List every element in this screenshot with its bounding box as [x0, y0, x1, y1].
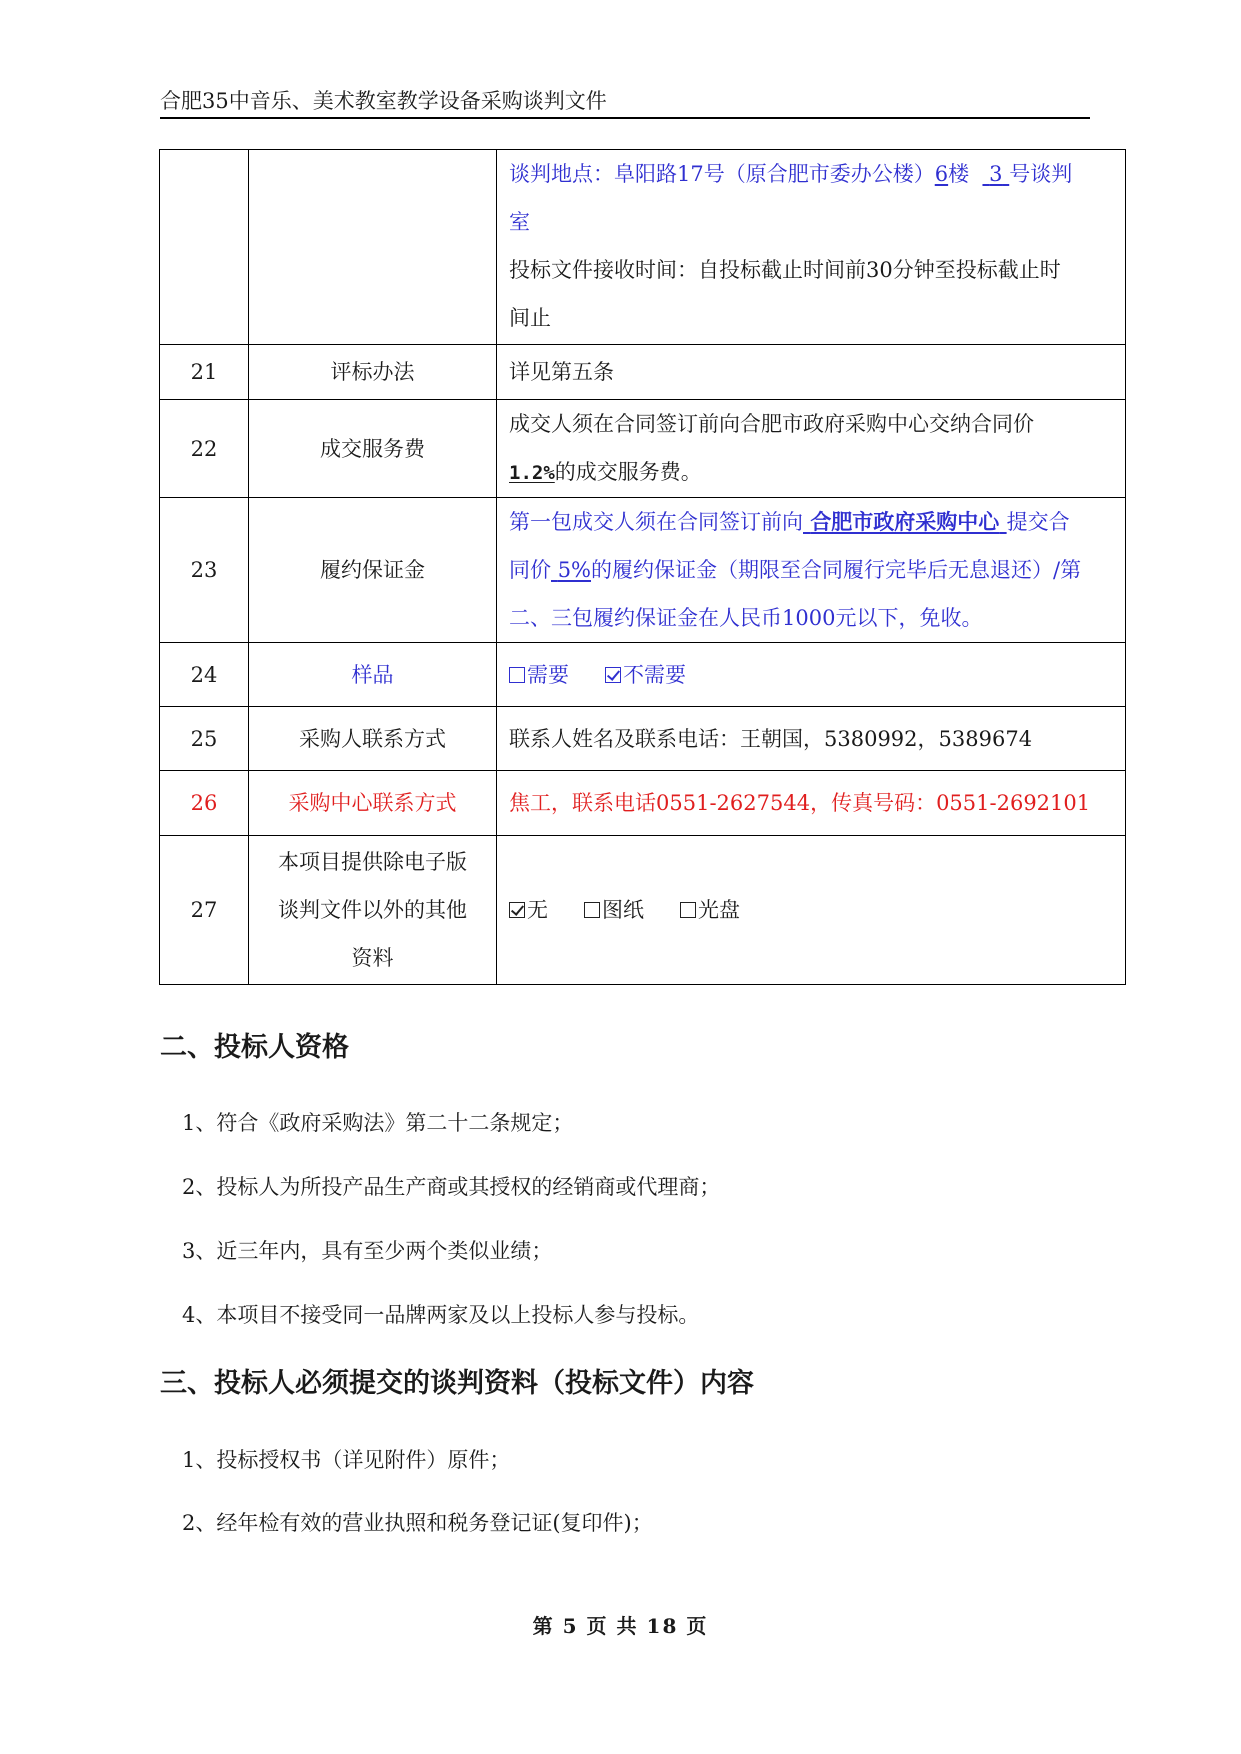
material-disc-checkbox[interactable]	[680, 902, 696, 918]
row-name-line-2: 谈判文件以外的其他	[278, 898, 467, 922]
receive-time-line-2: 间止	[509, 306, 551, 330]
list-item: 3、近三年内，具有至少两个类似业绩；	[182, 1239, 553, 1263]
row-name: 采购人联系方式	[249, 707, 497, 771]
row-content	[497, 643, 1126, 707]
room-suffix: 号谈判	[1009, 162, 1073, 186]
footer-word: 页	[686, 1614, 709, 1638]
service-fee-line-1: 成交人须在合同签订前向合肥市政府采购中心交纳合同价	[509, 412, 1034, 436]
footer-word: 共	[616, 1614, 639, 1638]
row-name: 样品	[249, 643, 497, 707]
row-name-cell	[249, 150, 497, 345]
table-row	[160, 643, 1126, 707]
deposit-org: 合肥市政府采购中心	[810, 509, 1000, 534]
deposit-line-2-suffix: 的履约保证金（期限至合同履行完毕后无息退还）/第	[591, 558, 1082, 582]
bid-info-table	[159, 149, 1126, 985]
row-number: 22	[160, 400, 249, 498]
row-number-cell	[160, 150, 249, 345]
deposit-line-3: 二、三包履约保证金在人民币1000元以下，免收。	[509, 606, 983, 630]
page-footer	[0, 1610, 1241, 1639]
row-name	[249, 836, 497, 985]
row-number: 24	[160, 643, 249, 707]
material-drawings-checkbox[interactable]	[584, 902, 600, 918]
row-name: 成交服务费	[249, 400, 497, 498]
row-number: 25	[160, 707, 249, 771]
row-name: 评标办法	[249, 345, 497, 400]
row-content: 详见第五条	[497, 345, 1126, 400]
row-name-line-1: 本项目提供除电子版	[278, 850, 467, 874]
row-name: 履约保证金	[249, 498, 497, 643]
document-header-title: 合肥35中音乐、美术教室教学设备采购谈判文件	[160, 89, 607, 113]
sample-needed-checkbox[interactable]	[509, 667, 525, 683]
section-3-title: 三、投标人必须提交的谈判资料（投标文件）内容	[160, 1368, 754, 1399]
list-item: 1、投标授权书（详见附件）原件；	[182, 1448, 511, 1472]
material-drawings-label: 图纸	[602, 898, 644, 922]
sample-needed-label: 需要	[527, 662, 569, 687]
table-row	[160, 498, 1126, 643]
table-row	[160, 345, 1126, 400]
section-2-title: 二、投标人资格	[160, 1032, 349, 1063]
row-number: 23	[160, 498, 249, 643]
room-value: 3	[989, 162, 1003, 186]
floor-suffix: 楼	[948, 162, 970, 186]
location-line-2: 室	[509, 210, 530, 234]
deposit-line-1-suffix: 提交合	[1006, 510, 1070, 534]
deposit-rate: 5%	[557, 558, 592, 582]
row-number: 21	[160, 345, 249, 400]
service-fee-rate: 1.2%	[509, 462, 555, 484]
row-content	[497, 836, 1126, 985]
row-content	[497, 400, 1126, 498]
header-rule	[160, 117, 1090, 119]
receive-time-line-1: 投标文件接收时间：自投标截止时间前30分钟至投标截止时	[509, 258, 1061, 282]
list-item: 2、投标人为所投产品生产商或其授权的经销商或代理商；	[182, 1175, 721, 1199]
table-row	[160, 707, 1126, 771]
table-row	[160, 771, 1126, 836]
footer-word: 页	[586, 1614, 609, 1638]
footer-word: 第	[532, 1614, 555, 1638]
table-row	[160, 836, 1126, 985]
table-row	[160, 400, 1126, 498]
row-content: 联系人姓名及联系电话：王朝国，5380992，5389674	[497, 707, 1126, 771]
material-none-label: 无	[527, 898, 548, 922]
total-page-number: 18	[646, 1614, 679, 1638]
row-content: 焦工，联系电话0551-2627544，传真号码：0551-2692101	[497, 771, 1126, 836]
row-name: 采购中心联系方式	[249, 771, 497, 836]
deposit-line-2-prefix: 同价	[509, 558, 551, 582]
row-name-line-3: 资料	[351, 946, 394, 970]
material-disc-label: 光盘	[698, 898, 740, 922]
list-item: 2、经年检有效的营业执照和税务登记证(复印件)；	[182, 1511, 653, 1535]
row-number: 26	[160, 771, 249, 836]
service-fee-suffix: 的成交服务费。	[554, 460, 702, 484]
location-prefix: 谈判地点：阜阳路17号（原合肥市委办公楼）	[509, 162, 935, 186]
floor-value: 6	[934, 162, 949, 186]
row-number: 27	[160, 836, 249, 985]
current-page-number: 5	[562, 1614, 579, 1638]
row-content	[497, 498, 1126, 643]
table-row	[160, 150, 1126, 345]
row-content-cell	[497, 150, 1126, 345]
sample-not-needed-label: 不需要	[623, 662, 686, 687]
material-none-checkbox[interactable]	[509, 902, 525, 918]
list-item: 1、符合《政府采购法》第二十二条规定；	[182, 1111, 574, 1135]
deposit-line-1-prefix: 第一包成交人须在合同签订前向	[509, 510, 803, 534]
list-item: 4、本项目不接受同一品牌两家及以上投标人参与投标。	[182, 1303, 700, 1327]
sample-not-needed-checkbox[interactable]	[605, 667, 621, 683]
